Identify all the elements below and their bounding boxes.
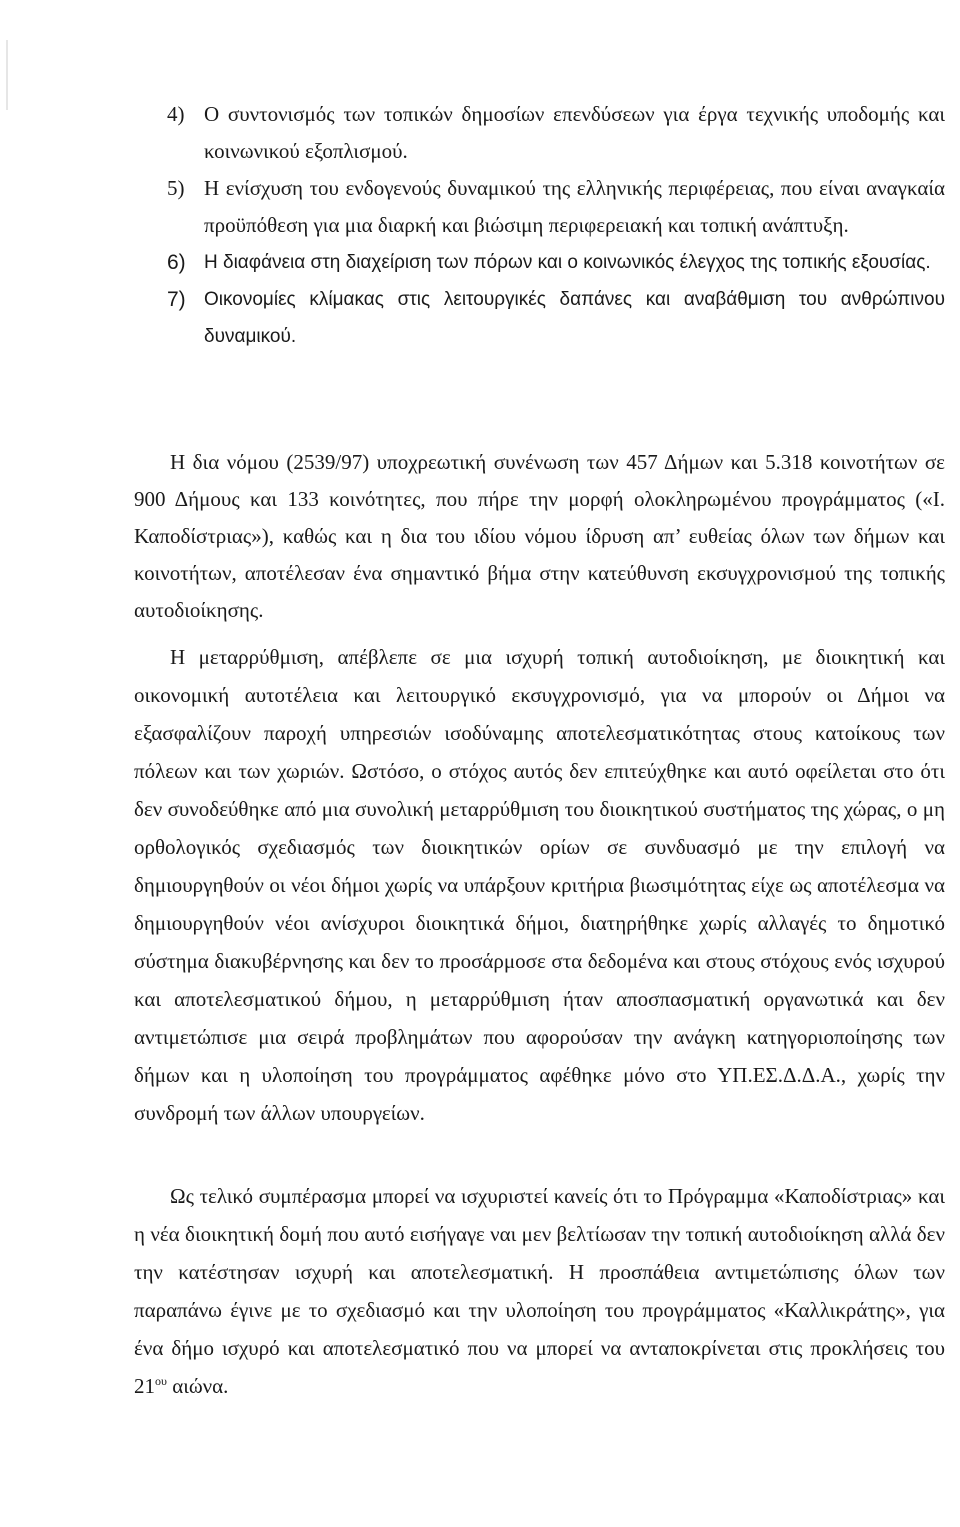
- list-item-text: Η ενίσχυση του ενδογενούς δυναμικού της ελληνικής περιφέρειας, που είναι αναγκαία προϋπόθεση για μια διαρκή και βιώσιμη περιφερειακή και τοπική ανάπτυξη.: [204, 176, 945, 237]
- list-item-number: 5): [167, 176, 185, 200]
- list-item-6: [167, 244, 945, 281]
- conclusion-text: Ως τελικό συμπέρασμα μπορεί να ισχυριστεί κανείς ότι το Πρόγραμμα «Καποδίστριας» και η νέα διοικητική δομή που αυτό εισήγαγε ναι μεν βελτίωσαν την τοπική αυτοδιοίκηση αλλά δεν την κατέστησαν ισχυρή και αποτελεσματική. Η προσπάθεια αντιμετώπισης όλων των παραπάνω έγινε με το σχεδιασμό και την υλοποίηση του προγράμματος «Καλλικράτης», για ένα δήμο ισχυρό και αποτελεσματικό που να μπορεί να ανταποκρίνεται στις προκλήσεις του 21: [134, 1184, 945, 1398]
- list-item-7: [167, 281, 945, 355]
- list-item-4: [167, 96, 945, 170]
- goals-list: [167, 96, 945, 355]
- list-item-text: Η διαφάνεια στη διαχείριση των πόρων και ο κοινωνικός έλεγχος της τοπικής εξουσίας.: [204, 252, 931, 273]
- paragraph-kapodistrias-law: Η δια νόμου (2539/97) υποχρεωτική συνένωση των 457 Δήμων και 5.318 κοινοτήτων σε 900 Δήμους και 133 κοινότητες, που πήρε την μορφή ολοκληρωμένου προγράμματος («Ι. Καποδίστριας»), καθώς και η δια του ιδίου νόμου ίδρυση απ’ ευθείας όλων των δήμων και κοινοτήτων, αποτέλεσαν ένα σημαντικό βήμα στην κατεύθυνση εκσυγχρονισμού της τοπικής αυτοδιοίκησης.: [134, 450, 945, 622]
- list-item-number: 6): [167, 251, 186, 274]
- list-item-text: Ο συντονισμός των τοπικών δημοσίων επενδύσεων για έργα τεχνικής υποδομής και κοινωνικού εξοπλισμού.: [204, 102, 945, 163]
- list-item-text: Οικονομίες κλίμακας στις λειτουργικές δαπάνες και αναβάθμιση του ανθρώπινου δυναμικού.: [204, 289, 945, 347]
- scan-artifact: [6, 40, 8, 110]
- paragraph-conclusion: [134, 1177, 945, 1405]
- list-item-5: [167, 170, 945, 244]
- list-item-number: 4): [167, 102, 185, 126]
- list-item-number: 7): [167, 288, 186, 311]
- ordinal-superscript: ου: [155, 1374, 167, 1388]
- conclusion-end: αιώνα.: [166, 1374, 229, 1398]
- paragraph-reform-assessment: Η μεταρρύθμιση, απέβλεπε σε μια ισχυρή τοπική αυτοδιοίκηση, με διοικητική και οικονομική αυτοτέλεια και λειτουργικό εκσυγχρονισμό, για να μπορούν οι Δήμοι να εξασφαλίζουν παροχή υπηρεσιών ισοδύναμης αποτελεσματικότητας στους κατοίκους των πόλεων και των χωριών. Ωστόσο, ο στόχος αυτός δεν επιτεύχθηκε και αυτό οφείλεται στο ότι δεν συνοδεύθηκε από μια συνολική μεταρρύθμιση του διοικητικού συστήματος της χώρας, ο μη ορθολογικός σχεδιασμός των διοικητικών ορίων σε συνδυασμό με την επιλογή να δημιουργηθούν οι νέοι δήμοι χωρίς να υπάρξουν κριτήρια βιωσιμότητας είχε ως αποτέλεσμα να δημιουργηθούν νέοι ανίσχυροι διοικητικά δήμοι, διατηρήθηκε χωρίς αλλαγές το δημοτικό σύστημα διακυβέρνησης και δεν το προσάρμοσε στα δεδομένα και στους στόχους ενός ισχυρού και αποτελεσματικού δήμου, η μεταρρύθμιση ήταν αποσπασματική οργανωτικά και δεν αντιμετώπισε μια σειρά προβλημάτων που αφορούσαν την ανάγκη κατηγοριοποίησης των δήμων και η υλοποίηση του προγράμματος αφέθηκε μόνο στο ΥΠ.ΕΣ.Δ.Δ.Α., χωρίς την συνδρομή των άλλων υπουργείων.: [134, 645, 945, 1125]
